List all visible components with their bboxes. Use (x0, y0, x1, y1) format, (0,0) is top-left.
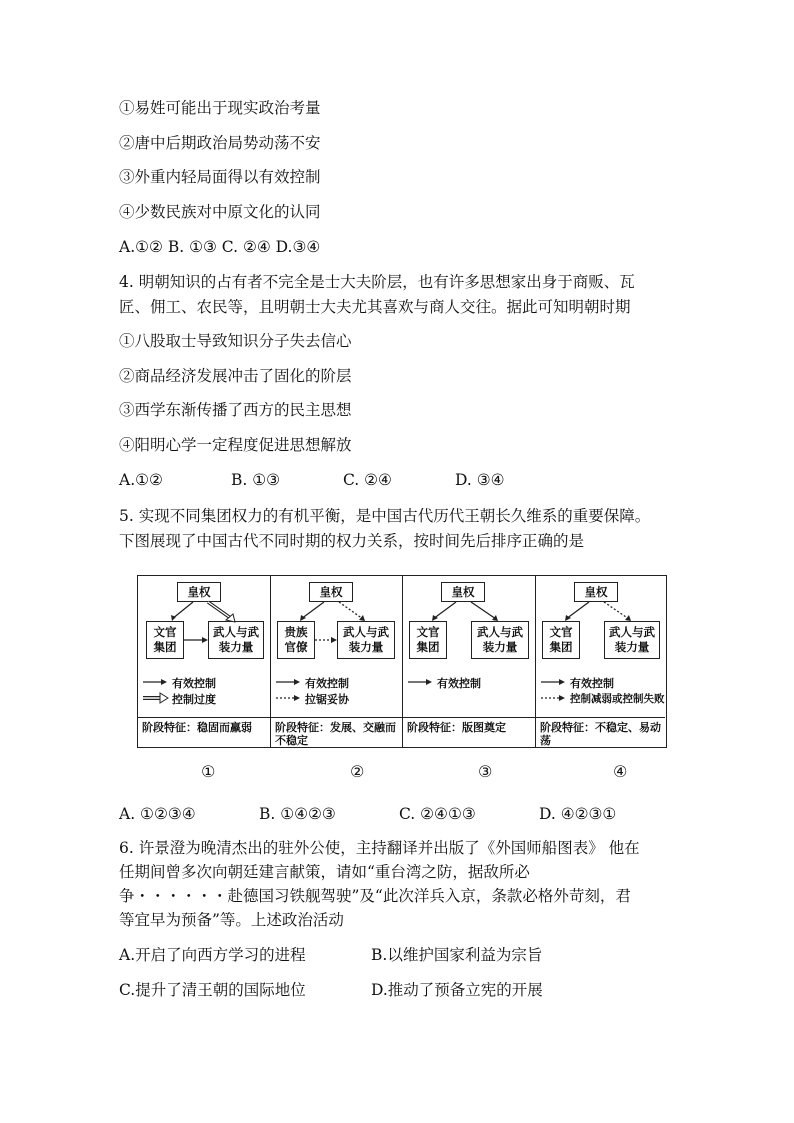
diagram-panel-3 (403, 576, 536, 747)
q4-stem-line-1: 4. 明朝知识的占有者不完全是士大夫阶层，也有许多思想家出身于商贩、瓦 (119, 273, 635, 291)
diagram-panel-1 (138, 576, 271, 747)
q6-stem-line-1: 6. 许景澄为晚清杰出的驻外公使，主持翻译并出版了《外国师船图表》 他在 (119, 839, 640, 857)
q3-item-2: ②唐中后期政治局势动荡不安 (119, 134, 321, 152)
stage-feature: 阶段特征：稳固而羸弱 (138, 717, 270, 747)
q3-item-1: ①易姓可能出于现实政治考量 (119, 99, 321, 117)
civil-officials-box: 文官集团 (409, 621, 447, 659)
civil-officials-box: 文官集团 (542, 621, 580, 659)
q4-option-d: D. ③④ (455, 471, 505, 489)
legend-weakened-control: 控制减弱或控制失败 (570, 693, 665, 705)
q6-stem-line-4: 等宜早为预备”等。上述政治活动 (119, 911, 344, 929)
imperial-power-box: 皇权 (309, 582, 353, 602)
legend-effective-control: 有效控制 (172, 677, 216, 690)
legend-over-control: 控制过度 (172, 693, 216, 706)
power-relation-diagram (137, 575, 667, 748)
military-box: 武人与武装力量 (337, 621, 395, 659)
q6-option-b: B.以维护国家利益为宗旨 (371, 946, 543, 964)
stage-feature: 阶段特征：版图奠定 (403, 717, 535, 747)
q6-option-d: D.推动了预备立宪的开展 (371, 981, 543, 999)
stage-feature: 阶段特征：发展、交融而不稳定 (271, 717, 402, 747)
q5-option-d: D. ④②③① (539, 805, 617, 823)
legend-effective-control: 有效控制 (570, 677, 614, 690)
legend-effective-control: 有效控制 (437, 677, 481, 690)
diagram-panel-4 (536, 576, 665, 747)
q5-option-a: A. ①②③④ (119, 805, 196, 823)
q6-option-a: A.开启了向西方学习的进程 (119, 946, 306, 964)
diagram-label-1: ① (201, 762, 216, 781)
q5-stem-line-2: 下图展现了中国古代不同时期的权力关系，按时间先后排序正确的是 (119, 532, 585, 550)
q4-item-1: ①八股取士导致知识分子失去信心 (119, 332, 352, 350)
diagram-label-2: ② (350, 762, 365, 781)
q4-item-4: ④阳明心学一定程度促进思想解放 (119, 436, 352, 454)
q4-option-b: B. ①③ (231, 471, 281, 489)
diagram-panel-2 (271, 576, 403, 747)
imperial-power-box: 皇权 (441, 582, 485, 602)
stage-feature: 阶段特征：不稳定、易动荡 (536, 717, 665, 747)
diagram-label-3: ③ (478, 762, 493, 781)
q5-option-c: C. ②④①③ (399, 805, 476, 823)
civil-officials-box: 文官集团 (146, 621, 184, 659)
q3-options: A.①② B. ①③ C. ②④ D.③④ (119, 238, 321, 256)
q6-option-c: C.提升了清王朝的国际地位 (119, 981, 306, 999)
military-box: 武人与武装力量 (471, 621, 529, 659)
q4-option-c: C. ②④ (343, 471, 392, 489)
legend-tug-of-war: 拉锯妥协 (305, 693, 349, 706)
q5-option-b: B. ①④②③ (259, 805, 336, 823)
imperial-power-box: 皇权 (177, 582, 221, 602)
imperial-power-box: 皇权 (574, 582, 618, 602)
q3-item-4: ④少数民族对中原文化的认同 (119, 203, 321, 221)
q4-item-2: ②商品经济发展冲击了固化的阶层 (119, 367, 352, 385)
q3-item-3: ③外重内轻局面得以有效控制 (119, 168, 321, 186)
legend-effective-control: 有效控制 (305, 677, 349, 690)
military-box: 武人与武装力量 (208, 621, 264, 659)
control-arrows (403, 576, 536, 721)
q4-stem-line-2: 匠、佣工、农民等，且明朝士大夫尤其喜欢与商人交往。据此可知明朝时期 (119, 298, 631, 316)
q4-option-a: A.①② (119, 471, 163, 489)
diagram-label-4: ④ (613, 762, 628, 781)
q6-stem-line-3: 争・・・・・・赴德国习铁舰驾驶”及“此次洋兵入京，条款必格外苛刻，君 (119, 887, 631, 905)
aristocrat-officials-box: 贵族官僚 (277, 621, 315, 659)
military-box: 武人与武装力量 (604, 621, 660, 659)
q6-stem-line-2: 任期间曾多次向朝廷建言献策，请如“重台湾之防，据敌所必 (119, 863, 530, 881)
q5-stem-line-1: 5. 实现不同集团权力的有机平衡，是中国古代历代王朝长久维系的重要保障。 (119, 507, 651, 525)
q4-item-3: ③西学东渐传播了西方的民主思想 (119, 401, 352, 419)
